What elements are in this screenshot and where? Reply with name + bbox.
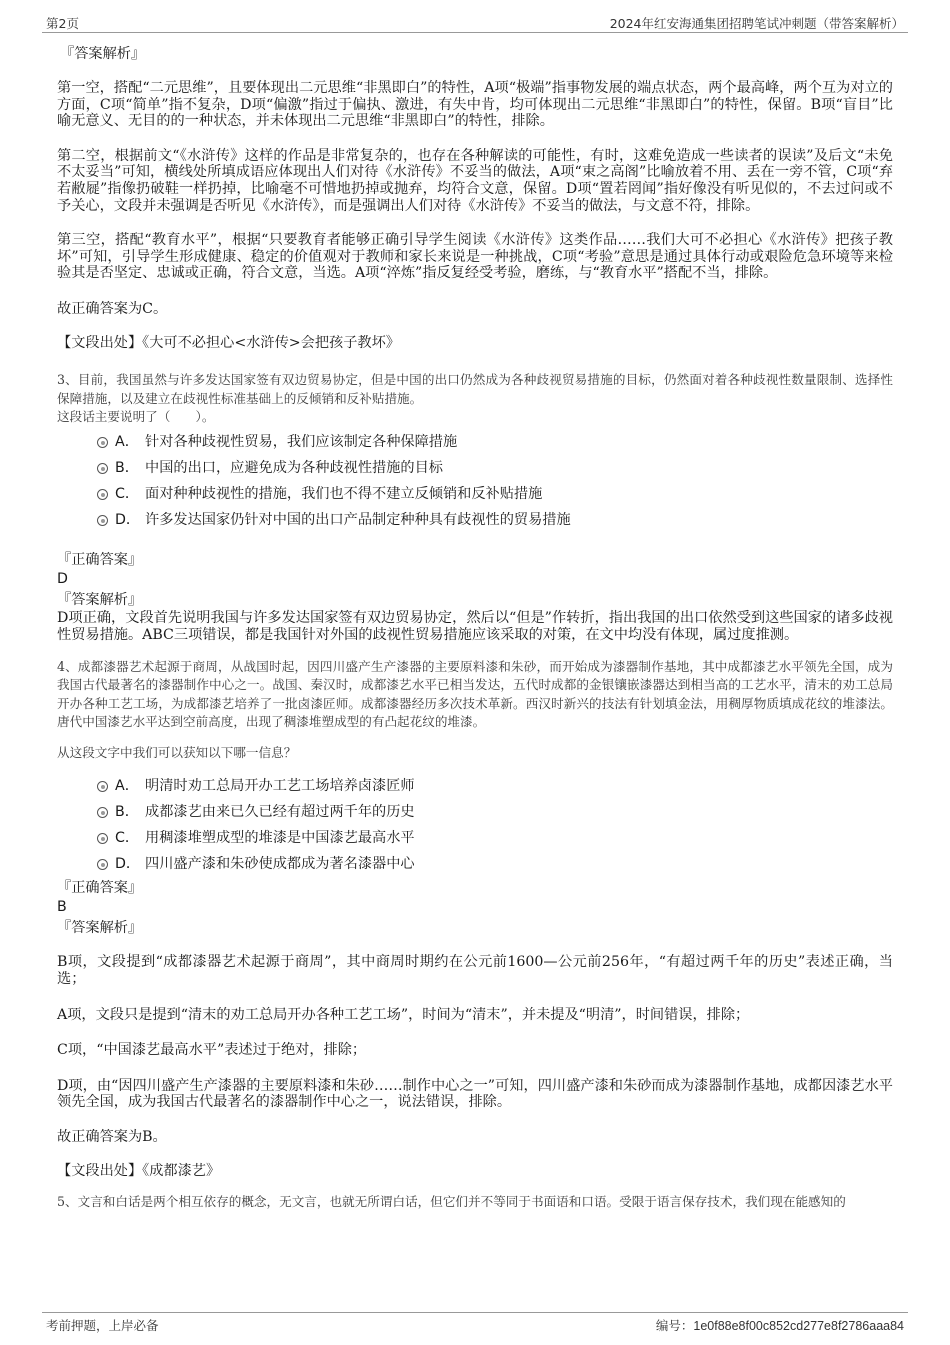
q3-analysis: D项正确，文段首先说明我国与许多发达国家签有双边贸易协定，然后以“但是”作转折，指出我国的出口依然受到这些国家的诸多歧视性贸易措施。ABC三项错误，都是我国针对外国的歧视性贸易措施应该采取的对策，在文中均没有体现，属过度推测。 (57, 610, 893, 643)
document-content (57, 46, 893, 1211)
q4-conclusion: 故正确答案为B。 (57, 1128, 167, 1145)
q3-option-c[interactable]: C． 面对种种歧视性的措施，我们也不得不建立反倾销和反补贴措施 (57, 482, 893, 508)
radio-icon[interactable] (97, 781, 108, 792)
q4-options (57, 774, 893, 878)
q3-option-a[interactable]: A． 针对各种歧视性贸易，我们应该制定各种保障措施 (57, 430, 893, 456)
radio-icon[interactable] (97, 859, 108, 870)
q2-analysis-label: 『答案解析』 (60, 46, 146, 62)
page-footer (42, 1312, 908, 1335)
q3-stem: 3、目前，我国虽然与许多发达国家签有双边贸易协定，但是中国的出口仍然成为各种歧视贸易措施的目标，仍然面对着各种歧视性数量限制、选择性保障措施，以及建立在歧视性标准基础上的反倾销和反补贴措施。 (57, 372, 893, 406)
radio-icon[interactable] (97, 807, 108, 818)
q2-analysis-p2: 第二空，根据前文“《水浒传》这样的作品是非常复杂的，也存在各种解读的可能性，有时，这难免造成一些读者的误读”及后文“未免不太妥当”可知，横线处所填成语应体现出人们对待《水浒传》不妥当的做法，A项“束之高阁”比喻放着不用、丢在一旁不管，C项“弃若敝屣”指像扔破鞋一样扔掉，比喻毫不可惜地扔掉或抛弃，均符合文意，保留。D项“置若罔闻”指好像没有听见似的，不去过问或不予关心，文段并未强调是否听见《水浒传》，而是强调出人们对待《水浒传》不妥当的做法，与文意不符，排除。 (57, 147, 893, 214)
radio-icon[interactable] (97, 833, 108, 844)
page-header (42, 12, 908, 33)
q4-analysis-label: 『答案解析』 (57, 920, 143, 937)
q4-option-a[interactable]: A． 明清时劝工总局开办工艺工场培养卤漆匠师 (57, 774, 893, 800)
q4-source: 【文段出处】《成都漆艺》 (57, 1163, 221, 1180)
q4-option-b[interactable]: B． 成都漆艺由来已久已经有超过两千年的历史 (57, 800, 893, 826)
q4-option-d[interactable]: D． 四川盛产漆和朱砂使成都成为著名漆器中心 (57, 852, 893, 878)
footer-code-value: 1e0f88e8f00c852cd277e8f2786aaa84 (693, 1319, 904, 1333)
radio-icon[interactable] (97, 489, 108, 500)
q2-source: 【文段出处】《大可不必担心<水浒传>会把孩子教坏》 (57, 334, 400, 351)
q3-correct-label: 『正确答案』 (57, 552, 143, 569)
q4-analysis-a: A项，文段只是提到“清末的劝工总局开办各种工艺工场”，时间为“清末”，并未提及“明清”，时间错误，排除； (57, 1006, 750, 1023)
q5-stem: 5、文言和白话是两个相互依存的概念，无文言，也就无所谓白话，但它们并不等同于书面语和口语。受限于语言保存技术，我们现在能感知的 (57, 1194, 846, 1210)
q4-analysis-d: D项，由“因四川盛产生产漆器的主要原料漆和朱砂……制作中心之一”可知，四川盛产漆和朱砂而成为漆器制作基地，成都因漆艺水平领先全国，成为我国古代最著名的漆器制作中心之一，说法错误，排除。 (57, 1077, 893, 1111)
q3-analysis-label: 『答案解析』 (57, 592, 143, 609)
footer-code-label: 编号： (655, 1318, 694, 1333)
q3-options (57, 430, 893, 534)
q4-analysis-c: C项，“中国漆艺最高水平”表述过于绝对，排除； (57, 1042, 367, 1059)
question-3 (57, 371, 893, 643)
document-title: 2024年红安海通集团招聘笔试冲刺题（带答案解析） (609, 16, 904, 31)
q4-option-c[interactable]: C． 用稠漆堆塑成型的堆漆是中国漆艺最高水平 (57, 826, 893, 852)
radio-icon[interactable] (97, 437, 108, 448)
q4-stem: 4、成都漆器艺术起源于商周，从战国时起，因四川盛产生产漆器的主要原料漆和朱砂，而开始成为漆器制作基地，其中成都漆艺水平领先全国，成为我国古代最著名的漆器制作中心之一。战国、秦汉时，成都漆艺水平已相当发达，五代时成都的金银镶嵌漆器达到相当高的工艺水平，清末的劝工总局开办各种工艺工场，为成都漆艺培养了一批卤漆匠师。成都漆器经历多次技术革新。西汉时新兴的技法有针划填金法，用稠厚物质填成花纹的堆漆法。唐代中国漆艺水平达到空前高度，出现了稠漆堆塑成型的有凸起花纹的堆漆。 (57, 658, 893, 730)
q2-conclusion: 故正确答案为C。 (57, 300, 168, 317)
q3-answer: D (57, 571, 68, 588)
radio-icon[interactable] (97, 515, 108, 526)
q4-analysis-b: B项，文段提到“成都漆器艺术起源于商周”，其中商周时期约在公元前1600—公元前256年，“有超过两千年的历史”表述正确，当选； (57, 954, 893, 987)
footer-slogan: 考前押题，上岸必备 (46, 1318, 159, 1333)
q2-analysis-p1: 第一空，搭配“二元思维”，且要体现出二元思维“非黑即白”的特性，A项“极端”指事物发展的端点状态，两个最高峰，两个互为对立的方面，C项“简单”指不复杂，D项“偏激”指过于偏执、激进，有失中肯，均可体现出二元思维“非黑即白”的特性，保留。B项“盲目”比喻无意义、无目的的一种状态，并未体现出二元思维“非黑即白”的特性，排除。 (57, 80, 893, 130)
q4-prompt: 从这段文字中我们可以获知以下哪一信息？ (57, 744, 297, 760)
q3-prompt: 这段话主要说明了（ ）。 (57, 408, 215, 424)
question-4 (57, 658, 893, 1181)
q4-answer: B (57, 899, 67, 916)
radio-icon[interactable] (97, 463, 108, 474)
q2-analysis-p3: 第三空，搭配“教育水平”，根据“只要教育者能够正确引导学生阅读《水浒传》这类作品……我们大可不必担心《水浒传》把孩子教坏”可知，引导学生形成健康、稳定的价值观对于教师和家长来说是一种挑战，C项“考验”意思是通过具体行动或艰险危急环境等来检验其是否坚定、忠诚或正确，符合文意，当选。A项“淬炼”指反复经受考验，磨练，与“教育水平”搭配不当，排除。 (57, 232, 893, 282)
footer-code (656, 1316, 904, 1334)
page-number: 第2页 (46, 16, 79, 31)
q3-option-b[interactable]: B． 中国的出口，应避免成为各种歧视性措施的目标 (57, 456, 893, 482)
q3-option-d[interactable]: D． 许多发达国家仍针对中国的出口产品制定种种具有歧视性的贸易措施 (57, 508, 893, 534)
q4-correct-label: 『正确答案』 (57, 880, 143, 897)
